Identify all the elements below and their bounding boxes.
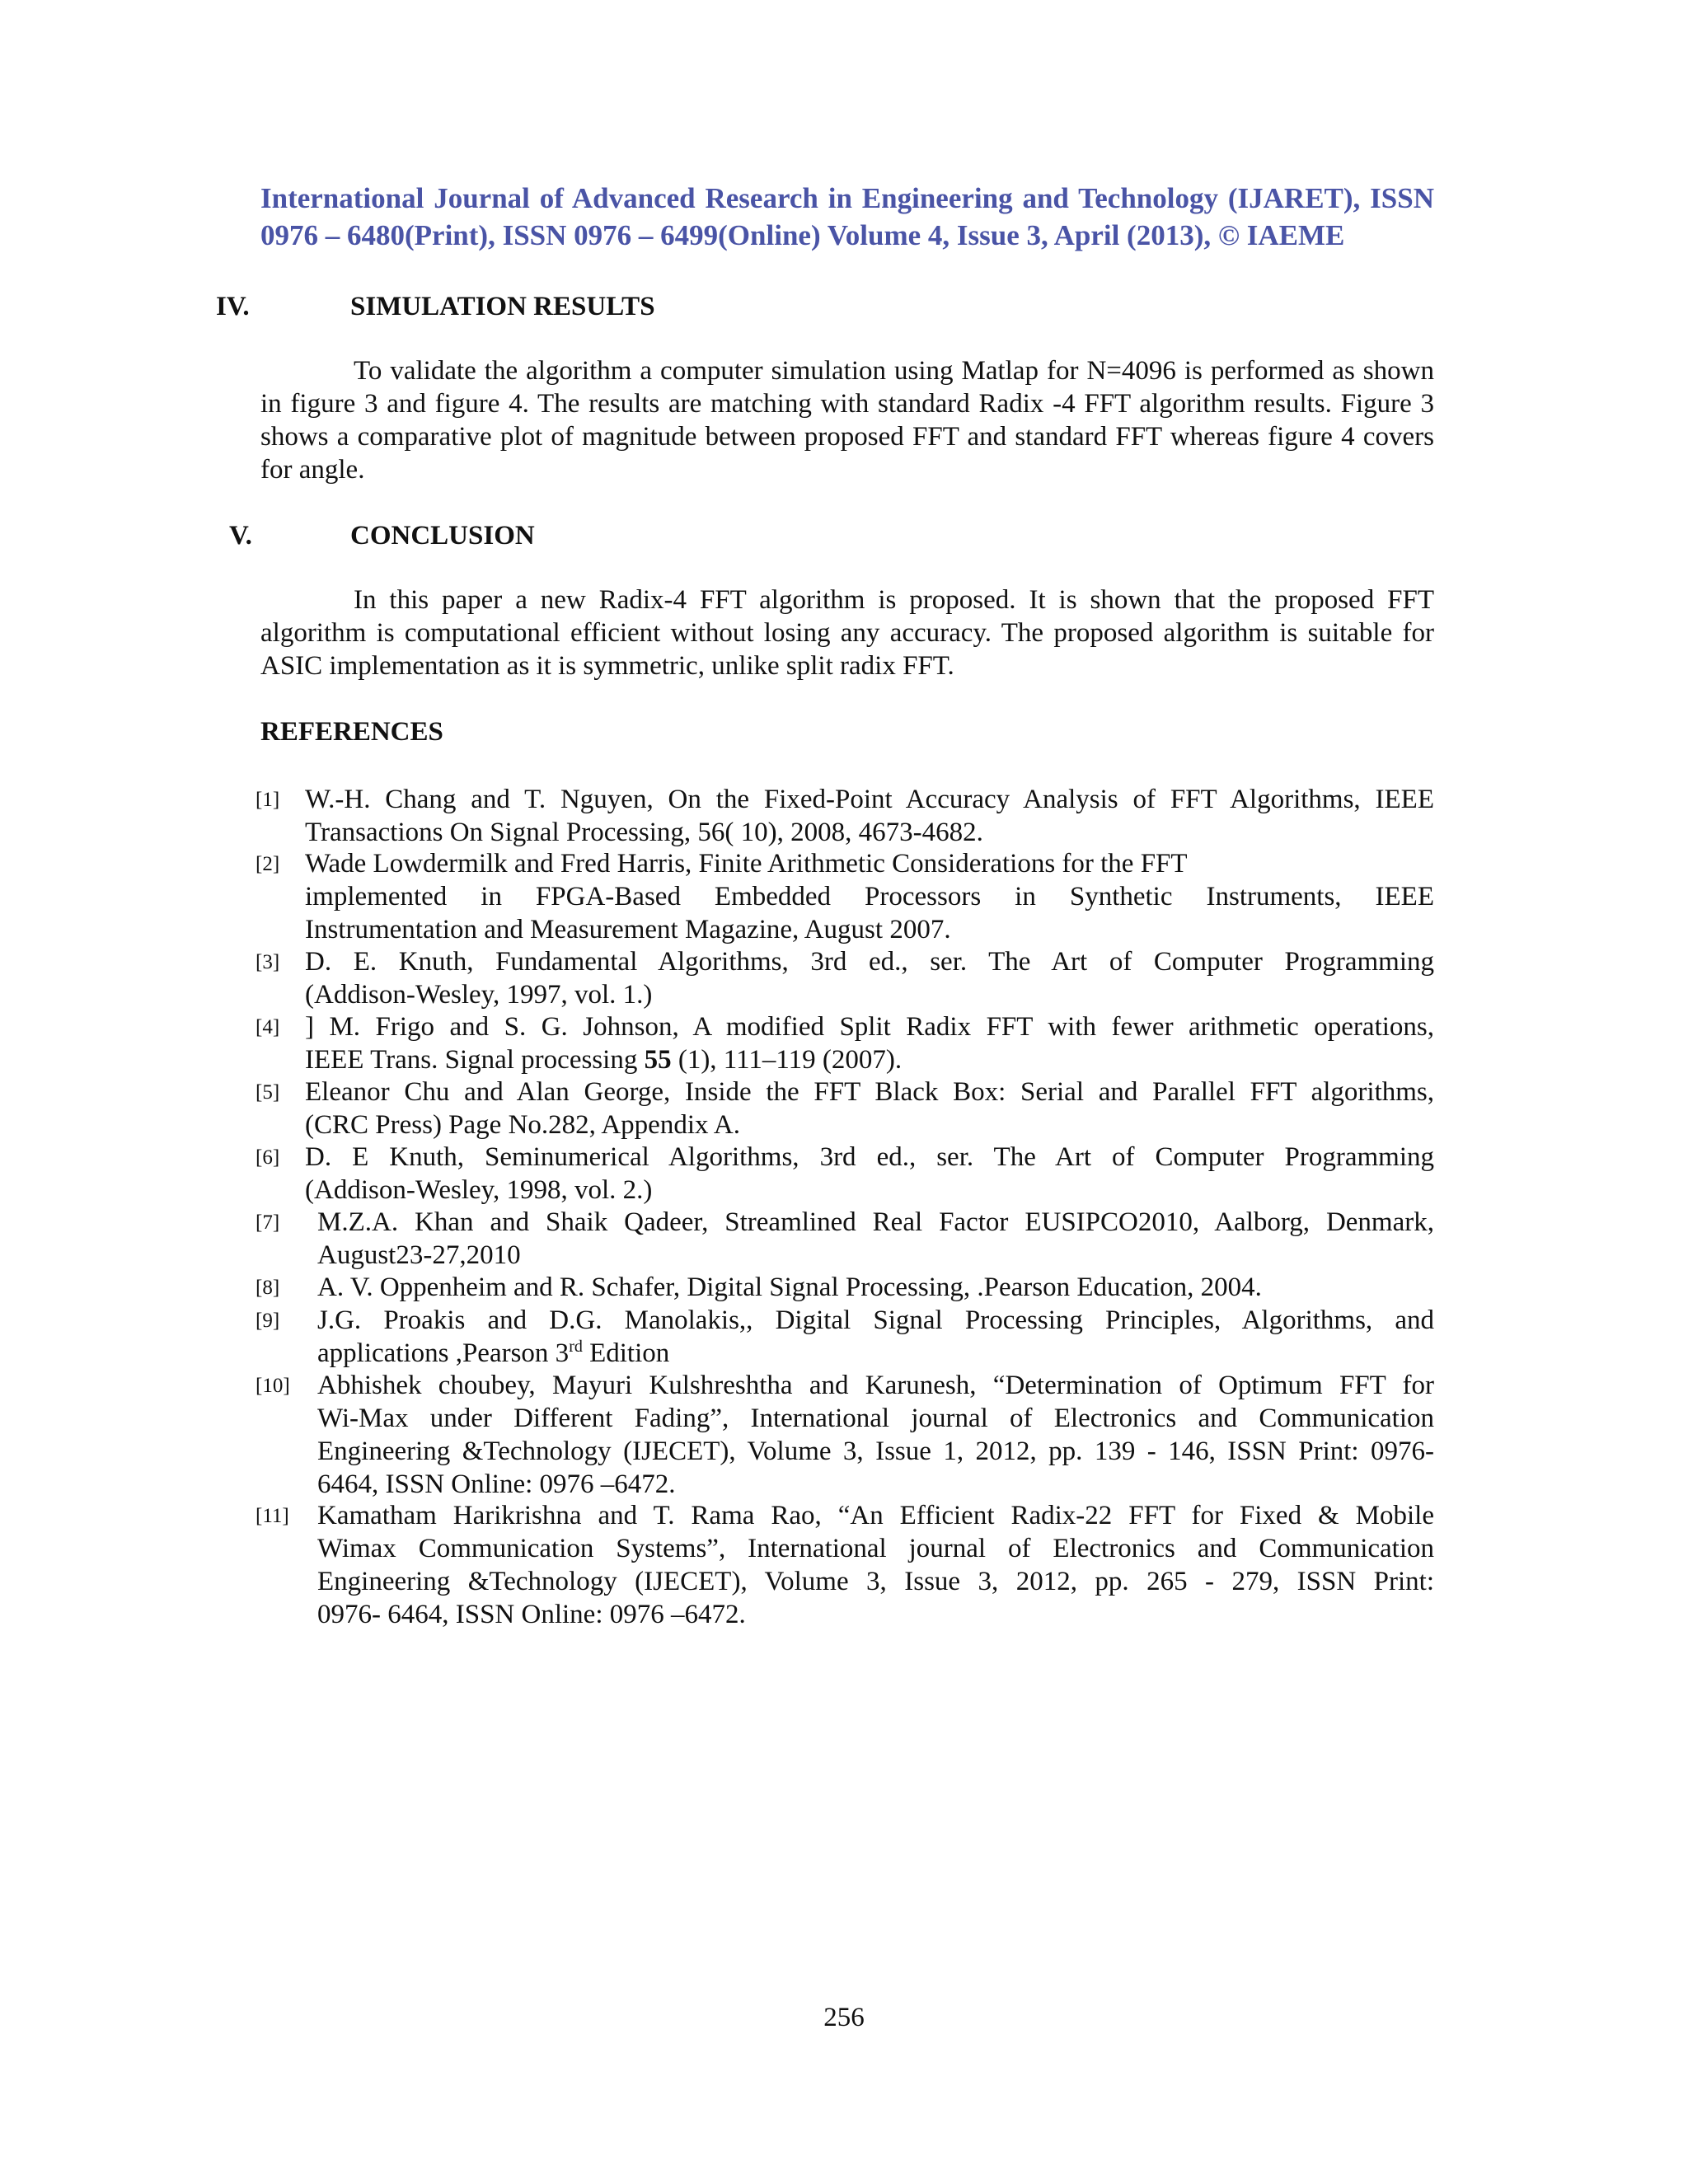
section-heading-conclusion bbox=[0, 519, 1688, 552]
reference-line: D. E Knuth, Seminumerical Algorithms, 3rd ed., ser. The Art of Computer Programming bbox=[305, 1142, 1434, 1172]
reference-text bbox=[317, 1206, 1434, 1272]
reference-line: D. E. Knuth, Fundamental Algorithms, 3rd ed., ser. The Art of Computer Programming bbox=[305, 947, 1434, 977]
reference-text bbox=[305, 1010, 1434, 1076]
page-number: 256 bbox=[823, 2003, 865, 2032]
reference-line: Transactions On Signal Processing, 56( 10), 2008, 4673-4682. bbox=[305, 818, 983, 847]
reference-number: [11] bbox=[256, 1505, 289, 1527]
section-title: CONCLUSION bbox=[350, 521, 535, 551]
reference-number: [5] bbox=[256, 1081, 280, 1104]
reference-number: [3] bbox=[256, 951, 280, 973]
journal-header-line-1: International Journal of Advanced Research in Engineering and Technology (IJARET), ISSN bbox=[260, 182, 1434, 214]
reference-line bbox=[317, 1337, 1434, 1370]
reference-text bbox=[305, 945, 1434, 1011]
ordinal-superscript: rd bbox=[569, 1338, 583, 1356]
reference-line: August23-27,2010 bbox=[317, 1240, 521, 1270]
reference-line: Engineering &Technology (IJECET), Volume 3, Issue 1, 2012, pp. 139 - 146, ISSN Print: 0976- bbox=[317, 1436, 1434, 1466]
reference-line: Engineering &Technology (IJECET), Volume 3, Issue 3, 2012, pp. 265 - 279, ISSN Print: bbox=[317, 1567, 1434, 1596]
reference-number: [1] bbox=[256, 789, 280, 811]
reference-number: [2] bbox=[256, 853, 280, 875]
reference-text bbox=[305, 847, 1434, 946]
reference-number: [8] bbox=[256, 1277, 280, 1299]
section-number: IV. bbox=[216, 292, 250, 321]
reference-number: [7] bbox=[256, 1212, 280, 1234]
reference-line-part: (1), 111–119 (2007). bbox=[671, 1045, 903, 1075]
conclusion-paragraph bbox=[260, 583, 1434, 682]
reference-text bbox=[317, 1499, 1434, 1631]
references-heading: REFERENCES bbox=[260, 717, 443, 747]
section-heading-simulation bbox=[0, 290, 1688, 323]
conclusion-body: In this paper a new Radix-4 FFT algorithm is proposed. It is shown that the proposed FFT algorithm is computational efficient without losing any accuracy. The proposed algorithm is suitable for ASIC implementation as it is symmetric, unlike split radix FFT. bbox=[260, 585, 1434, 681]
reference-line: A. V. Oppenheim and R. Schafer, Digital Signal Processing, .Pearson Education, 2004. bbox=[317, 1272, 1262, 1302]
reference-line: Eleanor Chu and Alan George, Inside the FFT Black Box: Serial and Parallel FFT algorithms, bbox=[305, 1077, 1434, 1107]
reference-text bbox=[305, 1141, 1434, 1207]
reference-line: W.-H. Chang and T. Nguyen, On the Fixed-Point Accuracy Analysis of FFT Algorithms, IEEE bbox=[305, 785, 1434, 814]
reference-text bbox=[317, 1271, 1434, 1304]
reference-line: Instrumentation and Measurement Magazine, August 2007. bbox=[305, 915, 951, 944]
reference-line: 0976- 6464, ISSN Online: 0976 –6472. bbox=[317, 1600, 746, 1629]
reference-line: Wade Lowdermilk and Fred Harris, Finite Arithmetic Considerations for the FFT bbox=[305, 849, 1188, 879]
reference-line: Wimax Communication Systems”, International journal of Electronics and Communication bbox=[317, 1534, 1434, 1563]
reference-line-part: applications ,Pearson 3 bbox=[317, 1338, 570, 1368]
reference-line: implemented in FPGA-Based Embedded Processors in Synthetic Instruments, IEEE bbox=[305, 882, 1434, 912]
reference-line: Wi-Max under Different Fading”, International journal of Electronics and Communication bbox=[317, 1404, 1434, 1433]
reference-line: M.Z.A. Khan and Shaik Qadeer, Streamlined Real Factor EUSIPCO2010, Aalborg, Denmark, bbox=[317, 1207, 1434, 1237]
reference-number: [9] bbox=[256, 1310, 280, 1332]
reference-line: 6464, ISSN Online: 0976 –6472. bbox=[317, 1469, 676, 1499]
reference-line: (Addison-Wesley, 1998, vol. 2.) bbox=[305, 1175, 653, 1205]
reference-text bbox=[317, 1369, 1434, 1501]
reference-text bbox=[317, 1304, 1434, 1370]
reference-line: (CRC Press) Page No.282, Appendix A. bbox=[305, 1110, 740, 1140]
reference-line: (Addison-Wesley, 1997, vol. 1.) bbox=[305, 980, 653, 1010]
reference-line: ] M. Frigo and S. G. Johnson, A modified Split Radix FFT with fewer arithmetic operations, bbox=[305, 1012, 1434, 1042]
reference-line: Abhishek choubey, Mayuri Kulshreshtha and Karunesh, “Determination of Optimum FFT for bbox=[317, 1371, 1434, 1400]
simulation-paragraph bbox=[260, 354, 1434, 486]
reference-line-part: Edition bbox=[582, 1338, 670, 1368]
reference-text bbox=[305, 1076, 1434, 1141]
journal-header-line-2: 0976 – 6480(Print), ISSN 0976 – 6499(Online) Volume 4, Issue 3, April (2013), © IAEME bbox=[260, 219, 1345, 251]
section-title: SIMULATION RESULTS bbox=[350, 292, 655, 321]
reference-line: J.G. Proakis and D.G. Manolakis,, Digital Signal Processing Principles, Algorithms, and bbox=[317, 1305, 1434, 1335]
reference-line: Kamatham Harikrishna and T. Rama Rao, “An Efficient Radix-22 FFT for Fixed & Mobile bbox=[317, 1501, 1434, 1530]
simulation-body: To validate the algorithm a computer simulation using Matlap for N=4096 is performed as shown in figure 3 and figure 4. The results are matching with standard Radix -4 FFT algorithm results. Figure 3 shows a comparative plot of magnitude between proposed FFT and standard FFT whereas figure 4 covers for angle. bbox=[260, 356, 1434, 485]
reference-number: [6] bbox=[256, 1146, 280, 1169]
reference-line-part: IEEE Trans. Signal processing bbox=[305, 1045, 645, 1075]
reference-volume: 55 bbox=[644, 1045, 672, 1075]
section-number: V. bbox=[229, 521, 252, 551]
journal-header bbox=[260, 180, 1434, 254]
reference-number: [4] bbox=[256, 1016, 280, 1038]
reference-line bbox=[305, 1043, 1434, 1076]
reference-text bbox=[305, 783, 1434, 849]
reference-number: [10] bbox=[256, 1375, 290, 1397]
